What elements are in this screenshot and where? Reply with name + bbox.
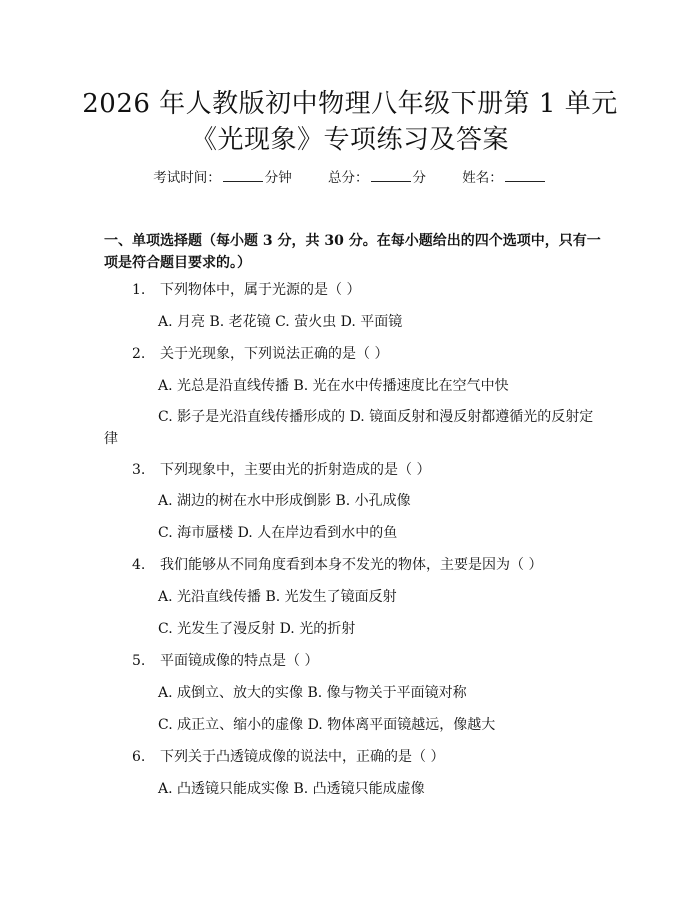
document-title-line-2: 《光现象》专项练习及答案 [190,125,509,155]
exam-time-blank [223,168,263,182]
question-2-options-line-2: C. 影子是光沿直线传播形成的 D. 镜面反射和漫反射都遵循光的反射定律 [104,409,594,447]
question-6 [132,746,602,768]
section-heading: 一、单项选择题（每小题 3 分，共 30 分。在每小题给出的四个选项中，只有一项是符合题目要求的。） [104,233,601,271]
question-2 [132,343,602,365]
total-score-blank [371,168,411,182]
student-name [462,168,547,188]
question-number: 2. [132,346,146,362]
student-name-blank [505,168,545,182]
question-number: 3. [132,462,146,478]
question-number: 6. [132,749,146,765]
exam-info [0,168,700,188]
question-3 [132,459,602,481]
question-number: 5. [132,653,146,669]
question-5-options-line-1: A. 成倒立、放大的实像 B. 像与物关于平面镜对称 [158,685,467,701]
question-1-options-line-1: A. 月亮 B. 老花镜 C. 萤火虫 D. 平面镜 [158,314,403,330]
question-1 [132,279,602,301]
question-number: 1. [132,282,146,298]
question-3-options-line-1: A. 湖边的树在水中形成倒影 B. 小孔成像 [158,493,411,509]
question-4 [132,554,602,576]
question-stem: 平面镜成像的特点是（ ） [160,653,319,669]
exam-time-unit: 分钟 [264,170,292,186]
document-title-line-1: 2026 年人教版初中物理八年级下册第 1 单元 [82,89,618,119]
question-6-options-line-1: A. 凸透镜只能成实像 B. 凸透镜只能成虚像 [158,781,425,797]
question-stem: 下列关于凸透镜成像的说法中，正确的是（ ） [160,749,445,765]
total-score-label: 总分： [328,170,369,186]
question-stem: 我们能够从不同角度看到本身不发光的物体，主要是因为（ ） [160,557,543,573]
question-4-options-line-2: C. 光发生了漫反射 D. 光的折射 [158,621,356,637]
exam-time [153,168,292,188]
total-score-unit: 分 [412,170,426,186]
question-5-options-line-2: C. 成正立、缩小的虚像 D. 物体离平面镜越远，像越大 [158,717,496,733]
question-number: 4. [132,557,146,573]
question-stem: 下列现象中，主要由光的折射造成的是（ ） [160,462,431,478]
question-stem: 下列物体中，属于光源的是（ ） [160,282,361,298]
total-score [328,168,426,188]
question-3-options-line-2: C. 海市蜃楼 D. 人在岸边看到水中的鱼 [158,525,398,541]
student-name-label: 姓名： [462,170,503,186]
exam-time-label: 考试时间： [153,170,221,186]
question-2-options-line-1: A. 光总是沿直线传播 B. 光在水中传播速度比在空气中快 [158,378,509,394]
question-stem: 关于光现象，下列说法正确的是（ ） [160,346,389,362]
question-5 [132,650,602,672]
question-4-options-line-1: A. 光沿直线传播 B. 光发生了镜面反射 [158,589,397,605]
